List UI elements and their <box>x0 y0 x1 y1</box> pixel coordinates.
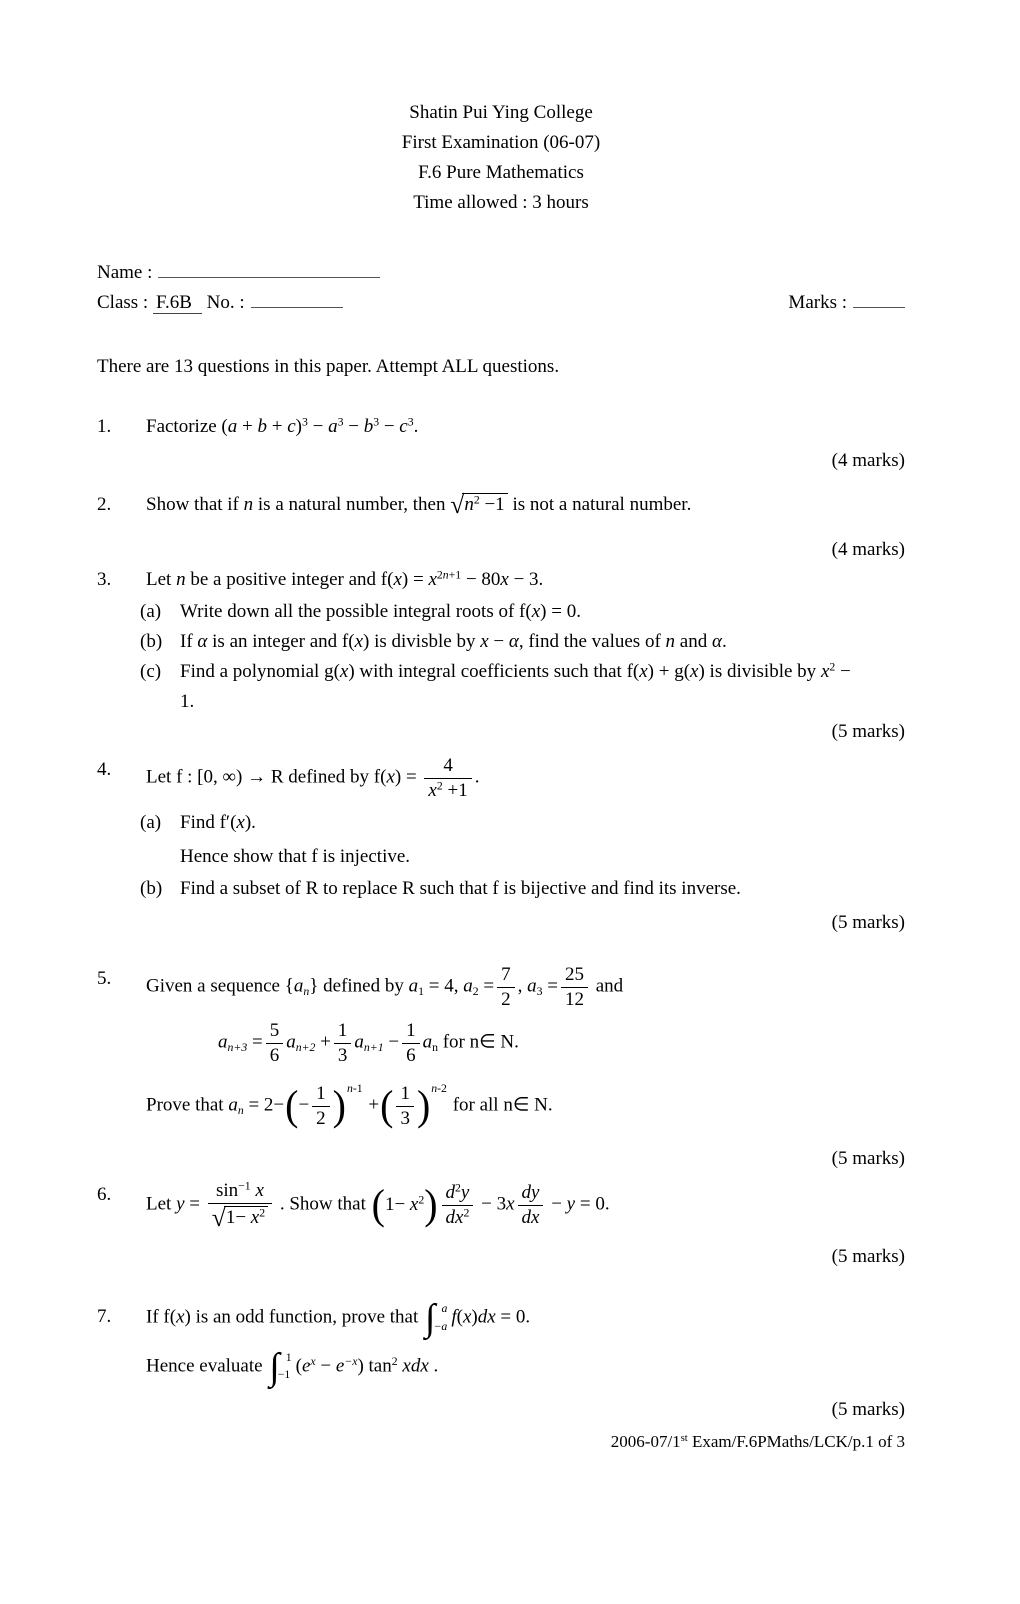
big-parens <box>380 1083 447 1130</box>
fraction: $\frac{1}{2}$ <box>312 1083 330 1130</box>
exam-title: First Examination (06-07) <box>401 132 601 153</box>
q3c-label: (c) <box>140 661 162 682</box>
q5-text: Given a sequence {an} defined by a1 = 4, a2 = $\frac{7}{2}$ , a3 = $\frac{25}{12}$ and <box>146 963 624 1010</box>
q3-text: Let n be a positive integer and $f(x) = x^{2n+1} - 80x - 3$. <box>146 568 544 590</box>
integral-sign-icon: ∫ <box>425 1297 436 1340</box>
q4-item-b <box>140 874 905 904</box>
name-blank <box>158 258 380 278</box>
q3-item-a <box>140 597 905 627</box>
q3b-label: (b) <box>140 631 163 652</box>
q7-number: 7. <box>97 1306 112 1328</box>
q4-item-a <box>140 808 905 838</box>
q3-item-b <box>140 627 905 657</box>
q5-prove: Prove that an = 2− ( − $\frac{1}{2}$ ) n-1 + ( $\frac{1}{3}$ ) n-2 for all n∈ N. <box>146 1083 905 1130</box>
footer-text: 2006-07/1st Exam/F.6PMaths/LCK/p.1 of 3 <box>610 1431 905 1451</box>
fraction: $\frac{\sin^{-1} x}{√1- x^2}$ <box>208 1180 272 1231</box>
exponent: n-2 <box>431 1082 447 1096</box>
class-row <box>97 288 905 318</box>
q4b-label: (b) <box>140 877 163 899</box>
fraction: $\frac{1}{6}$ <box>402 1020 420 1067</box>
fraction: $\frac{25}{12}$ <box>561 964 588 1011</box>
q1-text: Factorize $(a + b + c)^3 - a^3 - b^3 - c^3$. <box>146 415 419 437</box>
q4a-text: Find f′(x). <box>180 811 256 833</box>
question-4 <box>97 755 905 904</box>
question-7 <box>97 1297 905 1388</box>
school-name: Shatin Pui Ying College <box>409 102 593 123</box>
exam-header <box>97 98 905 218</box>
square-root: $√1- x^2$ <box>212 1205 268 1231</box>
marks-blank <box>853 288 905 308</box>
class-label: Class : <box>97 292 149 313</box>
q5-number: 5. <box>97 967 112 989</box>
q4-number: 4. <box>97 759 112 780</box>
q6-marks: (5 marks) <box>831 1246 905 1268</box>
q2-marks: (4 marks) <box>831 539 905 560</box>
q4a-label: (a) <box>140 811 162 833</box>
subject-title: F.6 Pure Mathematics <box>418 162 584 183</box>
q3c-label-spacer <box>140 687 180 717</box>
q4-item-a-cont <box>140 842 905 872</box>
integral-sign-icon: ∫ <box>269 1345 280 1388</box>
open-paren-icon: ( <box>380 1082 394 1130</box>
class-value: F.6B <box>153 292 202 314</box>
q7-hence: Hence evaluate ∫ 1 −1 $(e^x - e^{-x})$ $\tan^2$ xdx . <box>146 1345 439 1388</box>
q3-marks: (5 marks) <box>831 721 905 742</box>
q4a-text-line2: Hence show that f is injective. <box>180 845 411 867</box>
name-row <box>97 258 905 288</box>
fraction: $\frac{7}{2}$ <box>497 964 515 1011</box>
fraction: $\frac{1}{3}$ <box>396 1083 414 1130</box>
q2-number: 2. <box>97 494 112 515</box>
q7-text: If f(x) is an odd function, prove that ∫ a −a f(x)dx = 0. <box>146 1297 531 1340</box>
q1-marks: (4 marks) <box>831 450 905 471</box>
q5-recurrence: an+3 = $\frac{5}{6}$ an+2 + $\frac{1}{3}$ an+1 − $\frac{1}{6}$ an for n∈ N. <box>218 1020 519 1067</box>
exponent: n-1 <box>346 1082 363 1096</box>
big-parens: ( $1- x^2$ ) <box>371 1180 438 1229</box>
question-2 <box>97 490 905 520</box>
instruction-text: There are 13 questions in this paper. Attempt ALL questions. <box>97 356 560 377</box>
time-allowed: Time allowed : 3 hours <box>413 192 589 213</box>
q3-number: 3. <box>97 569 112 590</box>
marks-label: Marks : <box>788 292 847 313</box>
question-6 <box>97 1180 905 1231</box>
class-no-group <box>97 288 343 318</box>
radical-icon: √ <box>450 490 465 520</box>
q4a-label-spacer <box>140 842 180 872</box>
q7-marks: (5 marks) <box>831 1398 905 1420</box>
q3c-text-line2: 1. <box>180 691 195 712</box>
question-1 <box>97 412 905 442</box>
fraction: $\frac{5}{6}$ <box>266 1020 284 1067</box>
q2-text: Show that if n is a natural number, then $√n^2 -1$ is not a natural number. <box>146 490 692 520</box>
q6-text: Let y = $\frac{\sin^{-1} x}{√1- x^2}$ . Show that ( $1- x^2$ ) $\frac{d^2y}{dx^2}$ − 3x $\frac{dy}{dx}$ − y = 0. <box>146 1179 610 1232</box>
radical-icon: √ <box>211 1202 226 1232</box>
integral-limits: a −a <box>433 1302 448 1333</box>
fraction: $\frac{dy}{dx}$ <box>518 1182 544 1229</box>
q3-item-c <box>140 657 905 687</box>
no-label: No. : <box>206 292 245 313</box>
fraction: $\frac{d^2y}{dx^2}$ <box>442 1182 474 1229</box>
q3c-text-line1: Find a polynomial g(x) with integral coefficients such that f(x) + g(x) is divisible by $x^2$ − <box>180 660 851 682</box>
close-paren-icon: ) <box>416 1082 431 1130</box>
q6-number: 6. <box>97 1183 112 1205</box>
square-root: $√n^2 -1$ <box>450 490 507 520</box>
fraction: $\frac{1}{3}$ <box>334 1020 352 1067</box>
q3a-text: Write down all the possible integral roots of f(x) = 0. <box>180 601 581 622</box>
q3-item-c-cont <box>140 687 905 717</box>
q3b-text: If α is an integer and f(x) is divisble by x − α, find the values of n and α. <box>180 631 727 652</box>
open-paren-icon: ( <box>371 1180 385 1229</box>
q1-number: 1. <box>97 416 112 437</box>
no-blank <box>251 288 343 308</box>
question-3 <box>97 565 905 717</box>
integral <box>269 1345 292 1388</box>
question-5 <box>97 964 905 1130</box>
integral <box>425 1297 448 1340</box>
open-paren-icon: ( <box>285 1082 299 1130</box>
candidate-info <box>97 258 905 318</box>
fraction: $\frac{4}{x^2 +1}$ <box>424 755 471 802</box>
marks-group <box>788 288 905 318</box>
close-paren-icon: ) <box>424 1180 438 1229</box>
q4b-text: Find a subset of R to replace R such that f is bijective and find its inverse. <box>180 877 741 899</box>
close-paren-icon: ) <box>332 1082 346 1130</box>
q4-text: Let f : [0, ∞) → R defined by f(x) = $\frac{4}{x^2 +1}$ . <box>146 755 480 801</box>
q4-marks: (5 marks) <box>831 911 905 933</box>
q3a-label: (a) <box>140 601 162 622</box>
q5-marks: (5 marks) <box>831 1147 905 1169</box>
big-parens: ( − $\frac{1}{2}$ ) n-1 <box>285 1083 363 1130</box>
integral-limits: 1 −1 <box>277 1350 292 1382</box>
name-label: Name : <box>97 262 153 283</box>
